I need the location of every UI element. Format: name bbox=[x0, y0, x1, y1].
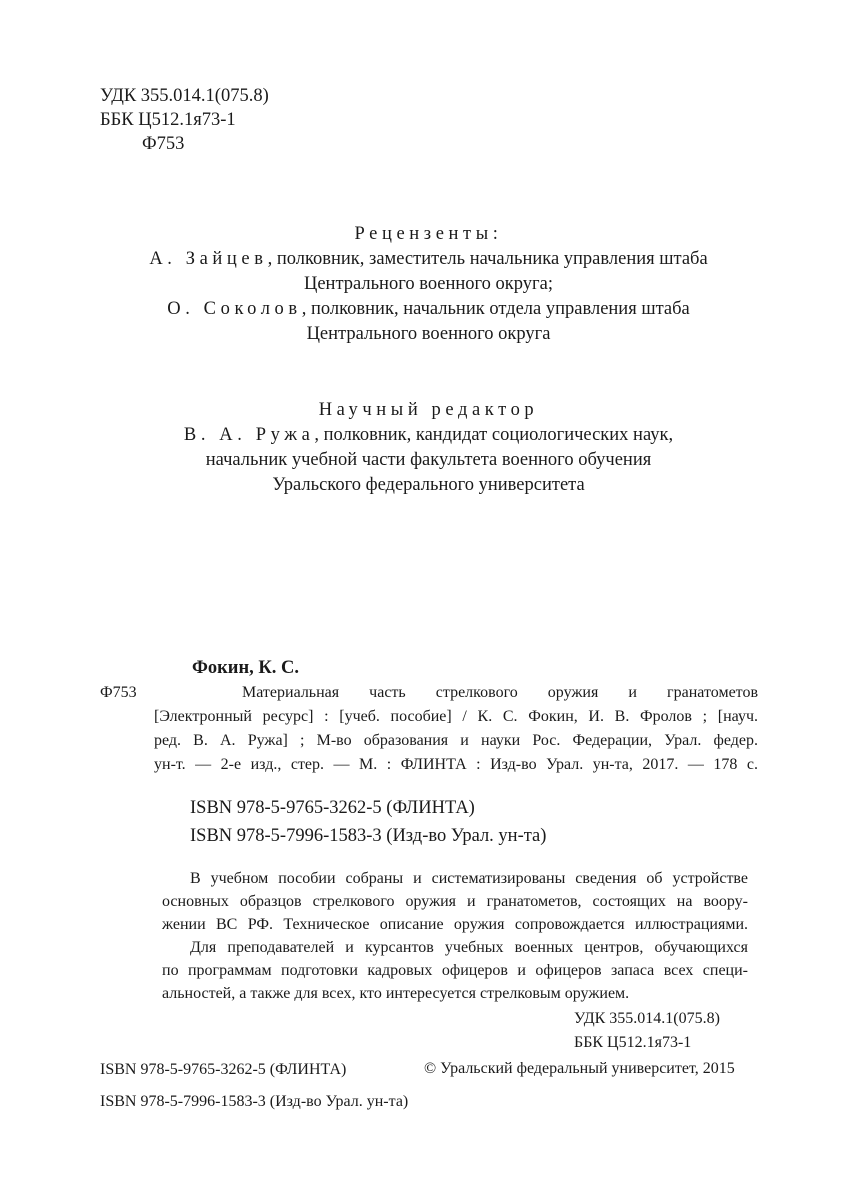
reviewer-2-affiliation: Центрального военного округа bbox=[306, 324, 551, 344]
abstract-line-2: основных образцов стрелкового оружия и гранатометов, состоящих на воору- bbox=[162, 893, 748, 910]
abstract-line-4: Для преподавателей и курсантов учебных военных центров, обучающихся bbox=[190, 939, 748, 956]
bib-line-1: Материальная часть стрелкового оружия и гранатометов bbox=[242, 684, 758, 701]
copyright: © Уральский федеральный университет, 2015 bbox=[424, 1060, 735, 1077]
bib-line-4: ун-т. — 2-е изд., стер. — М. : ФЛИНТА : Изд-во Урал. ун-та, 2017. — 178 с. bbox=[154, 756, 758, 773]
footer-isbn-2: ISBN 978-5-7996-1583-3 (Изд-во Урал. ун-та) bbox=[100, 1093, 409, 1110]
bib-isbn-2: ISBN 978-5-7996-1583-3 (Изд-во Урал. ун-та) bbox=[190, 826, 547, 846]
abstract-line-6: альностей, а также для всех, кто интересуется стрелковым оружием. bbox=[162, 985, 630, 1002]
reviewer-2-line bbox=[0, 297, 857, 322]
bib-line-3: ред. В. А. Ружа] ; М-во образования и науки Рос. Федерации, Урал. федер. bbox=[154, 732, 758, 749]
bbk-code: ББК Ц512.1я73-1 bbox=[100, 110, 236, 130]
editor-name: В. А. Ружа bbox=[183, 425, 315, 445]
bib-line-2: [Электронный ресурс] : [учеб. пособие] / К. С. Фокин, И. В. Фролов ; [науч. bbox=[154, 708, 758, 725]
reviewer-2-name: О. Соколов bbox=[167, 299, 302, 319]
reviewer-1-line bbox=[0, 247, 857, 272]
editor-heading: Научный редактор bbox=[318, 400, 539, 420]
abstract-line-5: по программам подготовки кадровых офицеров и офицеров запаса всех специ- bbox=[162, 962, 748, 979]
reviewer-1-affiliation: Центрального военного округа; bbox=[303, 274, 553, 294]
abstract-line-1: В учебном пособии собраны и систематизированы сведения об устройстве bbox=[190, 870, 748, 887]
udk-code: УДК 355.014.1(075.8) bbox=[100, 86, 269, 106]
editor-line-1 bbox=[0, 423, 857, 448]
footer-udk-code: УДК 355.014.1(075.8) bbox=[574, 1010, 720, 1027]
abstract-line-3: жении ВС РФ. Техническое описание оружия сопровождается иллюстрациями. bbox=[162, 916, 748, 933]
reviewer-1-title: , полковник, заместитель начальника управления штаба bbox=[267, 249, 708, 269]
editor-line-2: начальник учебной части факультета военного обучения bbox=[205, 450, 652, 470]
bib-author: Фокин, К. С. bbox=[192, 658, 300, 678]
editor-title: , полковник, кандидат социологических наук, bbox=[314, 425, 674, 445]
author-mark: Ф753 bbox=[142, 134, 185, 154]
reviewer-2-title: , полковник, начальник отдела управления штаба bbox=[301, 299, 690, 319]
reviewers-heading: Рецензенты: bbox=[354, 224, 503, 244]
bib-mark: Ф753 bbox=[100, 684, 137, 701]
reviewer-1-name: А. Зайцев bbox=[149, 249, 268, 269]
bib-isbn-1: ISBN 978-5-9765-3262-5 (ФЛИНТА) bbox=[190, 798, 475, 818]
editor-line-3: Уральского федерального университета bbox=[272, 475, 585, 495]
footer-bbk-code: ББК Ц512.1я73-1 bbox=[574, 1034, 692, 1051]
footer-isbn-1: ISBN 978-5-9765-3262-5 (ФЛИНТА) bbox=[100, 1061, 347, 1078]
